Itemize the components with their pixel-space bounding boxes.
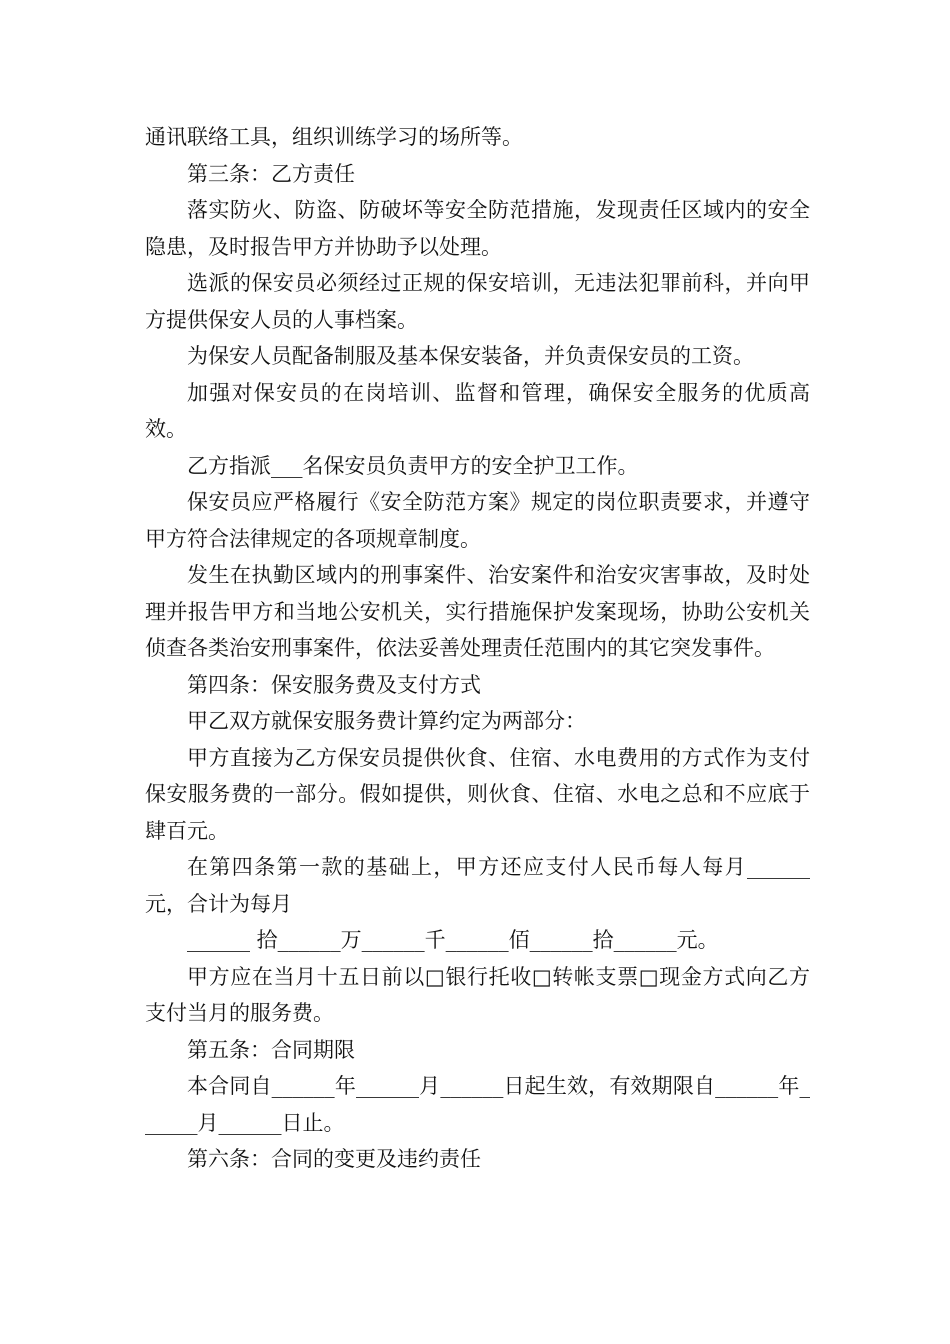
paragraph-continuation: 通讯联络工具，组织训练学习的场所等。	[145, 125, 523, 149]
paragraph: 保安员应严格履行《安全防范方案》规定的岗位职责要求，并遵守甲方符合法律规定的各项规章制度。	[145, 490, 810, 551]
article-3-heading: 第三条：乙方责任	[187, 161, 355, 186]
paragraph: 本合同自______年______月______日起生效，有效期限自______年______月______日止。	[145, 1074, 810, 1135]
paragraph: 选派的保安员必须经过正规的保安培训，无违法犯罪前科，并向甲方提供保安人员的人事档案。	[145, 271, 810, 332]
paragraph: 落实防火、防盗、防破坏等安全防范措施，发现责任区域内的安全隐患，及时报告甲方并协助予以处理。	[145, 198, 810, 259]
paragraph: 加强对保安员的在岗培训、监督和管理，确保安全服务的优质高效。	[145, 380, 810, 441]
article-6-heading: 第六条：合同的变更及违约责任	[187, 1147, 481, 1171]
article-4-heading: 第四条：保安服务费及支付方式	[187, 672, 481, 697]
paragraph: 在第四条第一款的基础上，甲方还应支付人民币每人每月______元，合计为每月	[145, 855, 810, 916]
document-page	[145, 119, 810, 1178]
paragraph: 为保安人员配备制服及基本保安装备，并负责保安员的工资。	[187, 344, 754, 368]
paragraph: 发生在执勤区域内的刑事案件、治安案件和治安灾害事故，及时处理并报告甲方和当地公安机关，实行措施保护发案现场，协助公安机关侦查各类治安刑事案件，依法妥善处理责任范围内的其它突发事件。	[145, 563, 810, 660]
article-5-heading: 第五条：合同期限	[187, 1037, 355, 1062]
paragraph: 甲方直接为乙方保安员提供伙食、住宿、水电费用的方式作为支付保安服务费的一部分。假如提供，则伙食、住宿、水电之总和不应底于肆百元。	[145, 745, 810, 843]
paragraph: 乙方指派___名保安员负责甲方的安全护卫工作。	[187, 453, 639, 478]
amount-fill-line: ______ 拾______万______千______佰______拾______元。	[187, 928, 719, 952]
paragraph: 甲方应在当月十五日前以□银行托收□转帐支票□现金方式向乙方支付当月的服务费。	[145, 964, 810, 1025]
paragraph: 甲乙双方就保安服务费计算约定为两部分：	[187, 709, 586, 733]
